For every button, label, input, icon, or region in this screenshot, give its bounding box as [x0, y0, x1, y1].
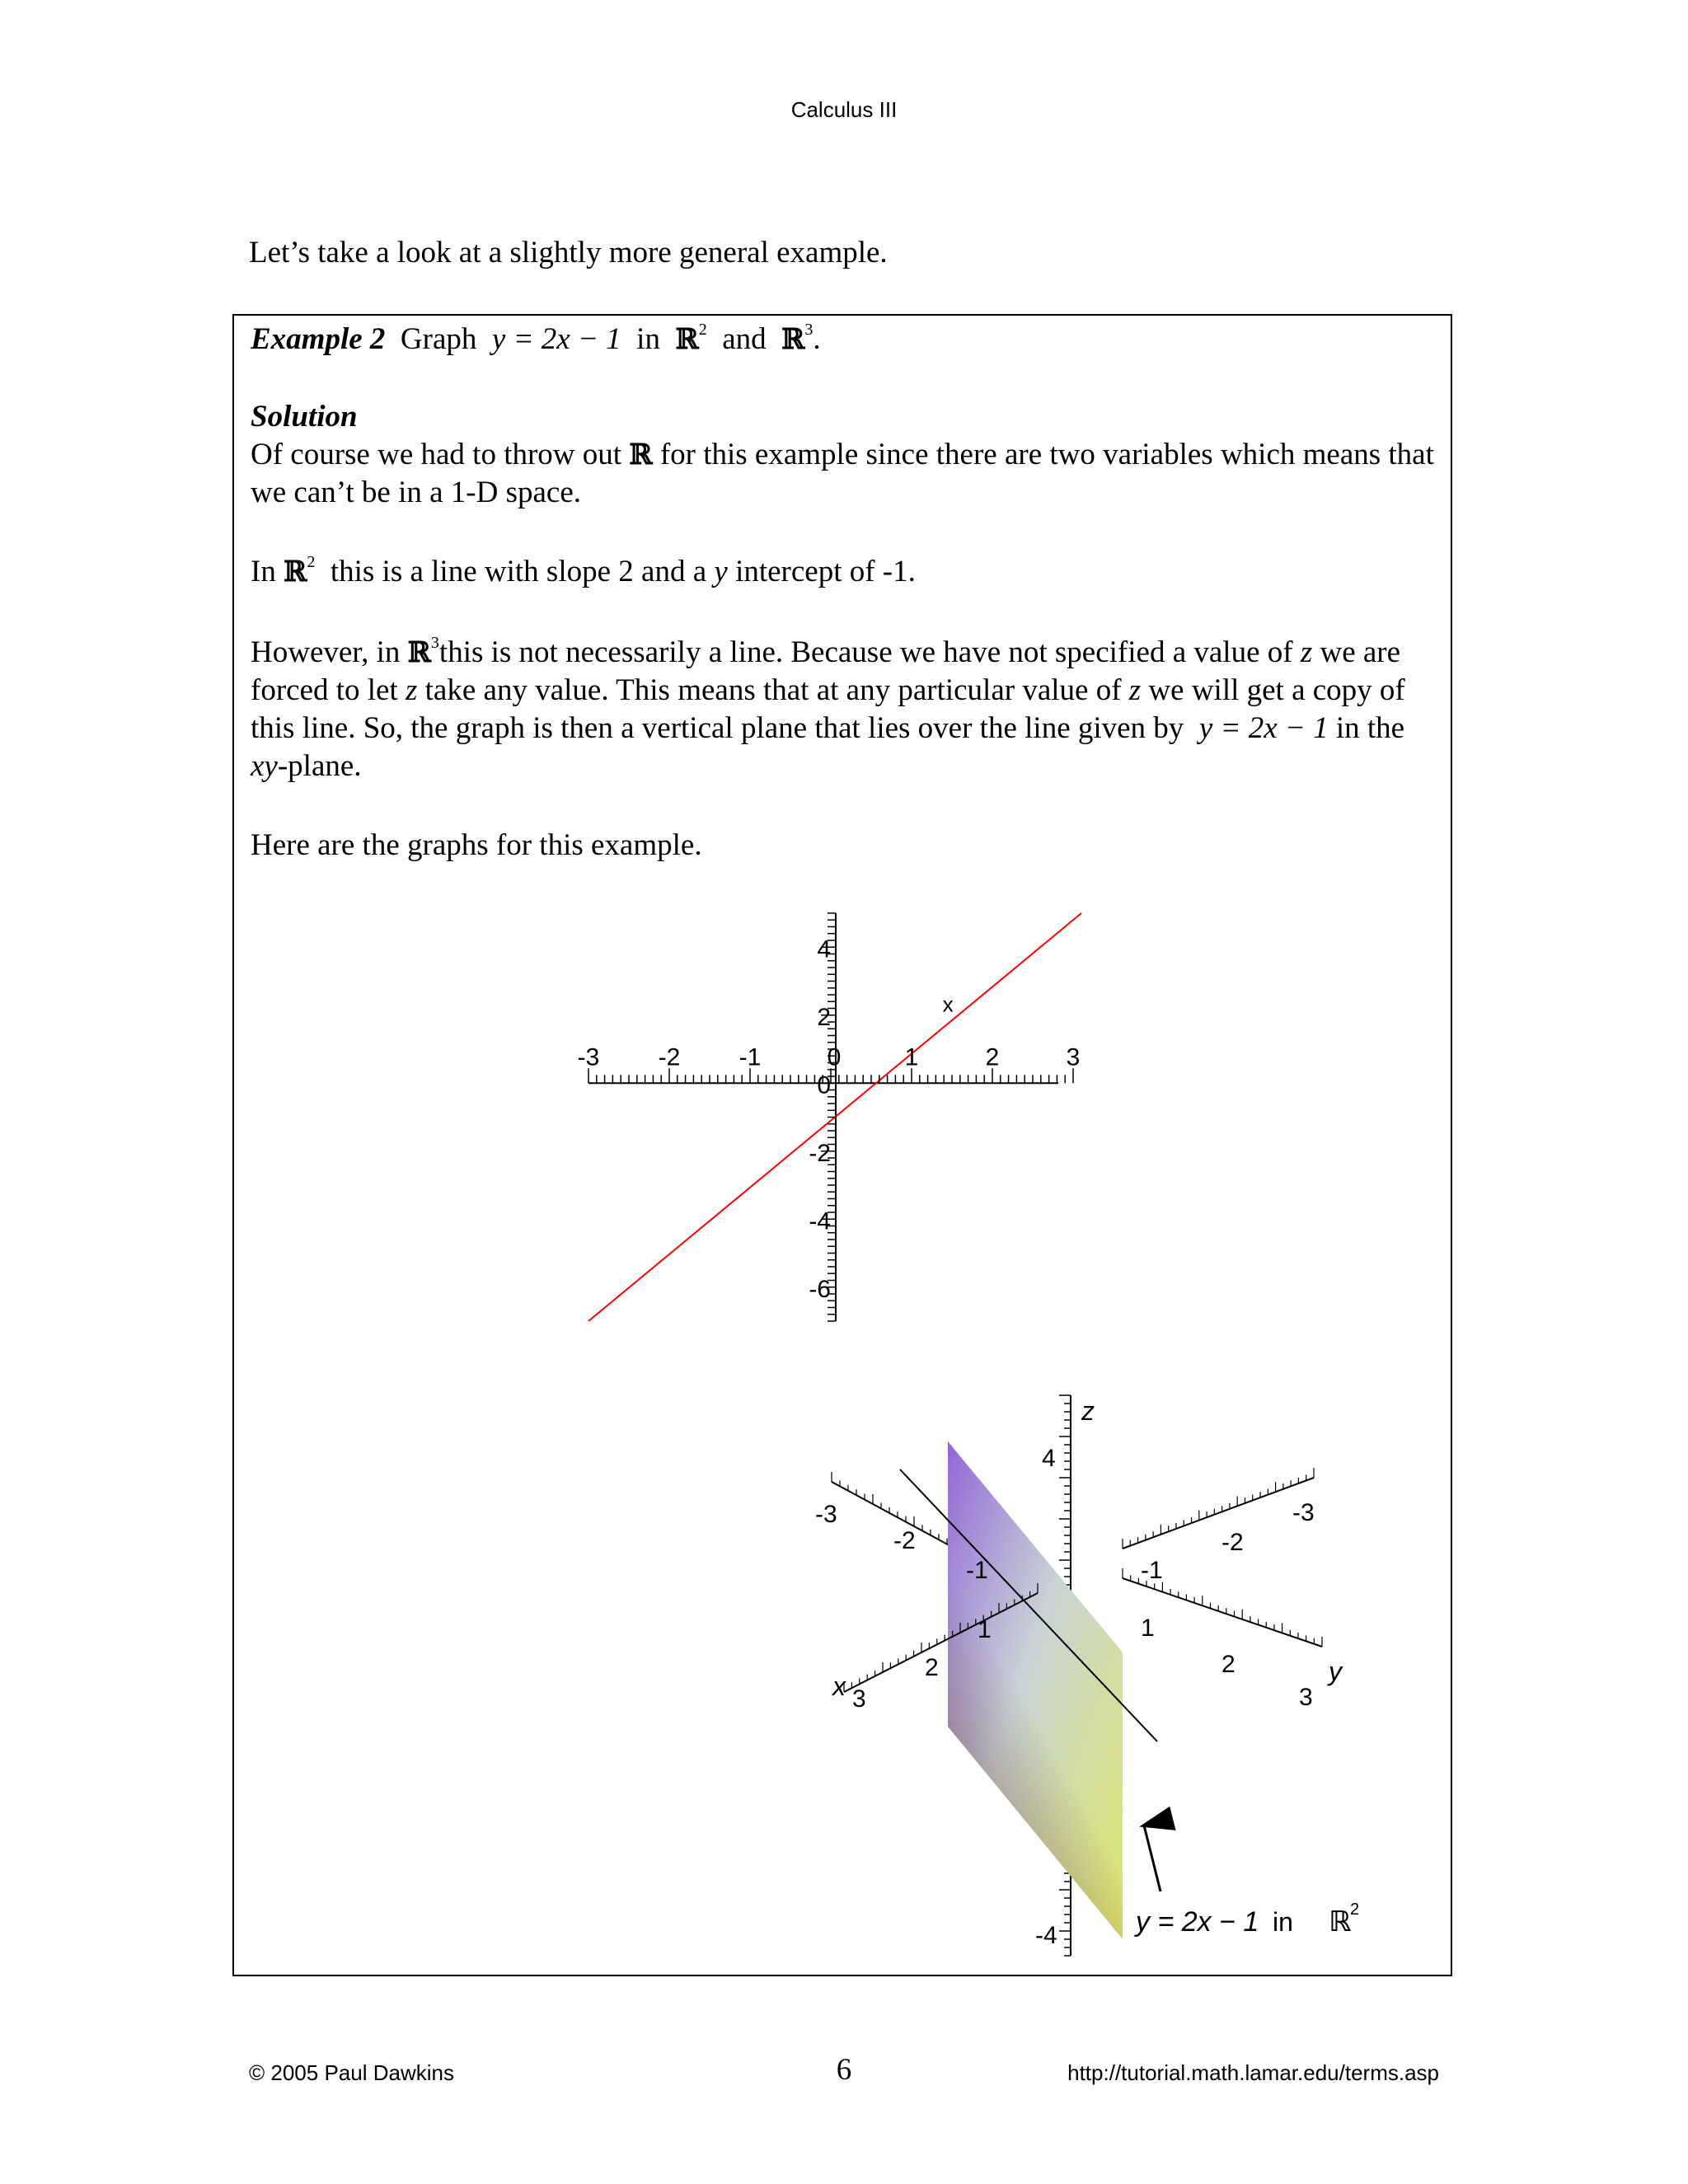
and-word: and [722, 322, 767, 356]
x-tick-label-1: 1 [978, 1616, 992, 1643]
x-tick-label: 0 [827, 1043, 842, 1071]
solution-heading: Solution [251, 400, 358, 434]
plane-shading [948, 1441, 1123, 1939]
example-title [251, 321, 1434, 359]
p2-text-b: this is a line with slope 2 and a [330, 555, 707, 588]
y-axis-label: y [1329, 1657, 1342, 1686]
r-symbol: ℝ [629, 438, 653, 471]
annotation-arrow [1144, 1825, 1160, 1891]
solution-paragraph-2 [251, 553, 1434, 591]
x-tick-label-2: 2 [925, 1654, 939, 1681]
x-tick-label: -1 [738, 1043, 762, 1071]
y-tick-label: 2 [817, 1003, 831, 1031]
p3-text-b: this is not necessarily a line. Because we have not specified a value of [438, 635, 1293, 669]
p1-text-b: for this example since there are two variables which means that we can’t be in a 1-D space. [251, 438, 1434, 509]
y-tick-label-1: 1 [1141, 1615, 1155, 1642]
x-tick-label: 3 [1066, 1043, 1081, 1071]
p3-text-e: we will get a copy of this line. So, the graph is then a vertical plane that lies over the line given by [251, 673, 1405, 745]
y-tick-label: 4 [817, 935, 831, 963]
x-tick-label-neg2: -2 [893, 1527, 916, 1554]
x-tick-label-neg1: -1 [966, 1557, 988, 1584]
title-period: . [813, 322, 821, 356]
p3-text-c: we are forced to let [251, 635, 1401, 707]
p3-text-a: However, in [251, 635, 401, 669]
graph-3d [531, 1395, 1388, 1956]
in-word: in [636, 322, 660, 356]
p2-y: y [714, 555, 728, 588]
y-tick-label-2: 2 [1221, 1651, 1236, 1678]
footer-url[interactable]: http://tutorial.math.lamar.edu/terms.asp [1067, 2060, 1439, 2085]
p3-r-symbol: ℝ [407, 636, 431, 669]
annotation-r-exponent: 2 [1350, 1900, 1360, 1919]
r3-exponent: 3 [804, 320, 814, 339]
p1-text-a: Of course we had to throw out [251, 438, 622, 471]
graph-word: Graph [400, 322, 477, 356]
y-tick-label: 0 [817, 1071, 831, 1099]
p3-z2: z [406, 673, 418, 707]
y-tick-label-neg1: -1 [1141, 1557, 1163, 1584]
page-header: Calculus III [790, 97, 898, 122]
p3-z1: z [1300, 635, 1313, 669]
p3-text-f: in the [1335, 711, 1405, 745]
x-tick-label: 2 [985, 1043, 1000, 1071]
y-tick-label-3: 3 [1299, 1684, 1313, 1711]
solution-paragraph-4: Here are the graphs for this example. [251, 828, 702, 862]
p2-text-a: In [251, 555, 276, 588]
p3-z3: z [1128, 673, 1142, 707]
example-label: Example 2 [251, 322, 386, 356]
x-tick-label: 1 [904, 1043, 919, 1071]
y-tick-label-neg3: -3 [1292, 1499, 1315, 1526]
p3-text-g: -plane. [277, 749, 362, 783]
x-tick-label-neg3: -3 [815, 1501, 837, 1528]
p3-xy: xy [251, 749, 278, 783]
r2-exponent: 2 [698, 320, 707, 339]
p2-text-c: intercept of -1. [735, 555, 916, 588]
y-tick-label-neg2: -2 [1221, 1529, 1244, 1556]
graph-2d [564, 909, 1081, 1321]
p2-r-exponent: 2 [307, 552, 316, 571]
y-axis-back [1123, 1478, 1314, 1549]
annotation-r-symbol: ℝ [1329, 1906, 1352, 1938]
z-tick-label-neg4: -4 [1035, 1922, 1057, 1949]
footer-copyright: © 2005 Paul Dawkins [249, 2060, 454, 2085]
z-axis-label: z [1081, 1396, 1095, 1426]
p2-r-symbol: ℝ [284, 555, 307, 588]
r2-symbol: ℝ [675, 323, 699, 356]
annotation-in: in [1273, 1907, 1293, 1937]
y-tick-label: -4 [809, 1207, 831, 1235]
line-annotation-x: x [942, 991, 954, 1017]
x-tick-label-3: 3 [852, 1685, 866, 1713]
example-equation: y = 2x − 1 [491, 322, 621, 356]
p3-text-d: take any value. This means that at any particular value of [424, 673, 1122, 707]
y-tick-label: -6 [809, 1275, 831, 1303]
annotation-equation: y = 2x − 1 [1136, 1906, 1259, 1938]
r3-symbol: ℝ [781, 323, 805, 356]
x-tick-label: -3 [577, 1043, 600, 1071]
p3-equation: y = 2x − 1 [1198, 711, 1329, 745]
y-tick-label: -2 [809, 1139, 831, 1167]
p3-r-exponent: 3 [430, 633, 439, 652]
x-axis-label: x [832, 1671, 846, 1701]
solution-paragraph-3 [251, 634, 1434, 785]
intro-text: Let’s take a look at a slightly more general example. [249, 236, 888, 269]
z-tick-label-4: 4 [1042, 1445, 1056, 1472]
solution-paragraph-1 [251, 436, 1434, 512]
footer-page-number: 6 [836, 2053, 852, 2087]
example-box [232, 314, 1452, 1976]
x-tick-label: -2 [658, 1043, 681, 1071]
